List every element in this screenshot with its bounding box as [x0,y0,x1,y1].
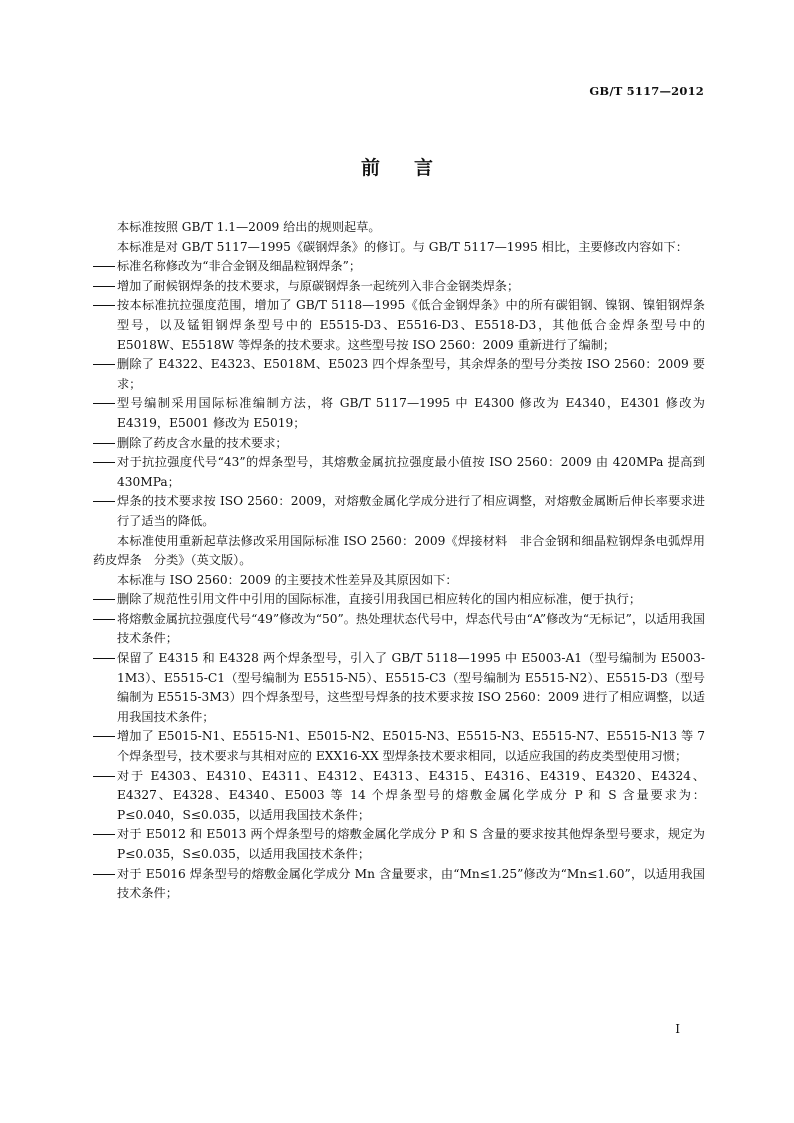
page-number: I [675,1022,680,1036]
dash-list-item: 将熔敷金属抗拉强度代号“49”修改为“50”。热处理状态代号中，焊态代号由“A”修改为“无标记”，以适用我国技术条件； [93,610,705,649]
dash-list-item: 标准名称修改为“非合金钢及细晶粒钢焊条”； [93,257,705,277]
dash-list-item: 增加了 E5015-N1、E5515-N1、E5015-N2、E5015-N3、E5515-N3、E5515-N7、E5515-N13 等 7 个焊条型号，技术要求与其相对应的 EXX16-XX 型焊条技术要求相同，以适应我国的药皮类型使用习惯； [93,727,705,766]
paragraph: 本标准使用重新起草法修改采用国际标准 ISO 2560：2009《焊接材料 非合金钢和细晶粒钢焊条电弧焊用药皮焊条 分类》（英文版）。 [93,533,705,568]
dash-list-item: 型号编制采用国际标准编制方法，将 GB/T 5117—1995 中 E4300 修改为 E4340，E4301 修改为 E4319，E5001 修改为 E5019； [93,394,705,433]
dash-list-item: 保留了 E4315 和 E4328 两个焊条型号，引入了 GB/T 5118—1995 中 E5003-A1（型号编制为 E5003-1M3）、E5515-C1（型号编制为 E5515-N5）、E5515-C3（型号编制为 E5515-N2）、E5515-D3（型号编制为 E5515-3M3）四个焊条型号，这些型号焊条的技术要求按 ISO 2560：2009 进行了相应调整，以适用我国技术条件； [93,649,705,727]
dash-list-item: 删除了药皮含水量的技术要求； [93,434,705,454]
dash-list-item: 删除了规范性引用文件中引用的国际标准，直接引用我国已相应转化的国内相应标准，便于执行； [93,590,705,610]
dash-list-item: 删除了 E4322、E4323、E5018M、E5023 四个焊条型号，其余焊条的型号分类按 ISO 2560：2009 要求； [93,355,705,394]
dash-list-item: 对于 E5012 和 E5013 两个焊条型号的熔敷金属化学成分 P 和 S 含量的要求按其他焊条型号要求，规定为 P≤0.035，S≤0.035，以适用我国技术条件； [93,825,705,864]
dash-list-item: 对于 E5016 焊条型号的熔敷金属化学成分 Mn 含量要求，由“Mn≤1.25”修改为“Mn≤1.60”，以适用我国技术条件； [93,865,705,904]
dash-list-item: 增加了耐候钢焊条的技术要求，与原碳钢焊条一起统列入非合金钢类焊条； [93,277,705,297]
page-title: 前言 [360,157,467,179]
paragraph: 本标准按照 GB/T 1.1—2009 给出的规则起草。 [117,220,381,234]
standard-code: GB/T 5117—2012 [589,84,704,98]
dash-list-item: 焊条的技术要求按 ISO 2560：2009，对熔敷金属化学成分进行了相应调整，对熔敷金属断后伸长率要求进行了适当的降低。 [93,492,705,531]
document-body [93,218,705,904]
paragraph: 本标准与 ISO 2560：2009 的主要技术性差异及其原因如下： [117,572,458,587]
paragraph: 本标准是对 GB/T 5117—1995《碳钢焊条》的修订。与 GB/T 5117—1995 相比，主要修改内容如下： [117,239,688,254]
dash-list-item: 按本标准抗拉强度范围，增加了 GB/T 5118—1995《低合金钢焊条》中的所有碳钼钢、镍钢、镍钼钢焊条型号，以及锰钼钢焊条型号中的 E5515-D3、E5516-D3、E5518-D3，其他低合金焊条型号中的 E5018W、E5518W 等焊条的技术要求。这些型号按 ISO 2560：2009 重新进行了编制； [93,296,705,355]
dash-list-item: 对于抗拉强度代号“43”的焊条型号，其熔敷金属抗拉强度最小值按 ISO 2560：2009 由 420MPa 提高到 430MPa； [93,453,705,492]
dash-list-item: 对于 E4303、E4310、E4311、E4312、E4313、E4315、E4316、E4319、E4320、E4324、E4327、E4328、E4340、E5003 等 14 个焊条型号的熔敷金属化学成分 P 和 S 含量要求为：P≤0.040，S≤0.035，以适用我国技术条件； [93,767,705,826]
